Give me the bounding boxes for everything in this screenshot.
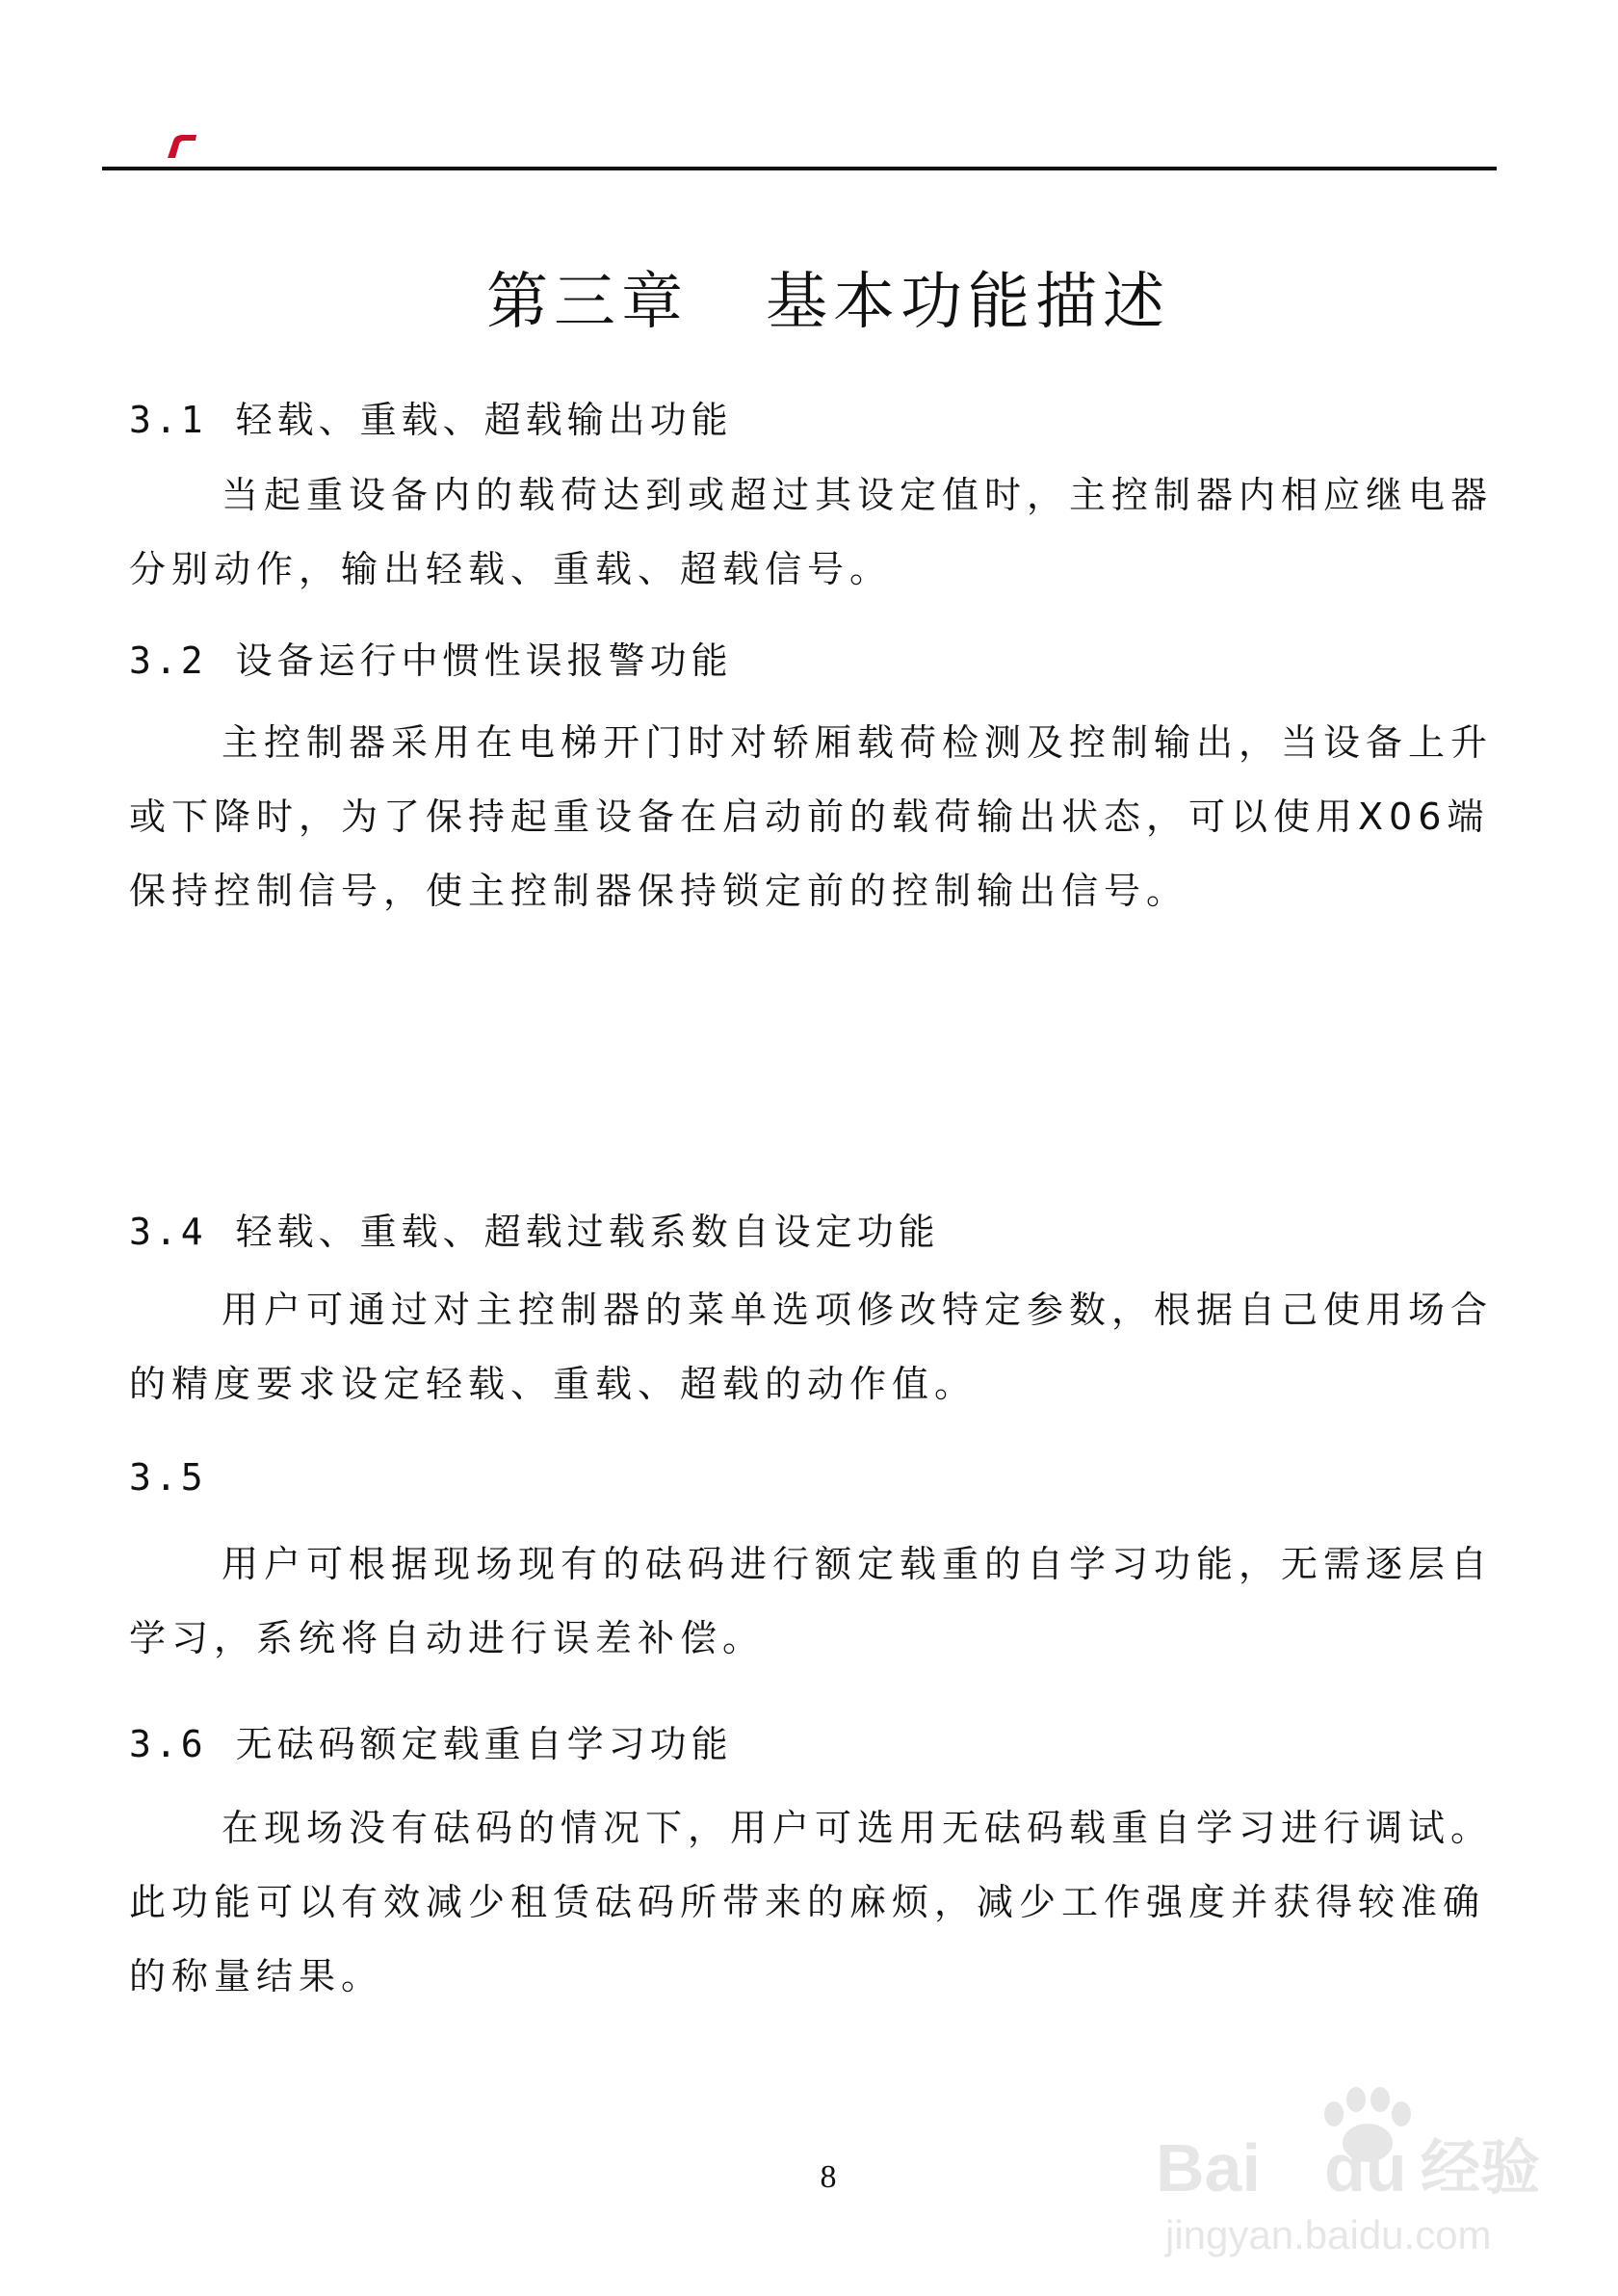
chapter-name: 基本功能描述	[766, 267, 1170, 338]
section-number: 3.4	[129, 1211, 207, 1253]
section-body: 当起重设备内的载荷达到或超过其设定值时，主控制器内相应继电器分别动作，输出轻载、重载、超载信号。	[129, 474, 1494, 590]
section-title: 无砝码额定载重自学习功能	[235, 1723, 733, 1765]
section-number: 3.1	[129, 399, 207, 441]
watermark-url: jingyan.baidu.com	[1165, 2212, 1492, 2257]
watermark-brand: Bai	[1156, 2130, 1261, 2205]
section-heading	[129, 631, 733, 684]
page-number: 8	[820, 2159, 837, 2195]
watermark-product: 经验	[1421, 2135, 1541, 2202]
section-title: 设备运行中惯性误报警功能	[235, 639, 733, 682]
section-title: 轻载、重载、超载过载系数自设定功能	[235, 1211, 940, 1253]
chapter-label: 第三章	[486, 267, 689, 338]
logo-icon	[164, 135, 198, 158]
section-body: 主控制器采用在电梯开门时对轿厢载荷检测及控制输出，当设备上升或下降时，为了保持起重设备在启动前的载荷输出状态，可以使用X06端保持控制信号，使主控制器保持锁定前的控制输出信号。	[129, 721, 1494, 912]
header-rule	[102, 167, 1497, 170]
section-body: 用户可通过对主控制器的菜单选项修改特定参数，根据自己使用场合的精度要求设定轻载、重载、超载的动作值。	[129, 1289, 1494, 1405]
section-number: 3.5	[129, 1456, 207, 1499]
page-title	[0, 252, 1618, 341]
section-heading	[129, 1202, 940, 1255]
section-body: 用户可根据现场现有的砝码进行额定载重的自学习功能，无需逐层自学习，系统将自动进行误差补偿。	[129, 1543, 1494, 1659]
section-heading	[129, 1714, 733, 1767]
watermark-brand-suffix: du	[1324, 2130, 1407, 2205]
section-heading	[129, 390, 733, 443]
section-number: 3.2	[129, 639, 207, 682]
baidu-watermark	[1146, 2061, 1551, 2263]
section-heading	[129, 1456, 236, 1499]
section-body: 在现场没有砝码的情况下，用户可选用无砝码载重自学习进行调试。此功能可以有效减少租赁砝码所带来的麻烦，减少工作强度并获得较准确的称量结果。	[129, 1807, 1494, 1997]
section-number: 3.6	[129, 1723, 207, 1765]
section-title: 轻载、重载、超载输出功能	[235, 399, 733, 441]
